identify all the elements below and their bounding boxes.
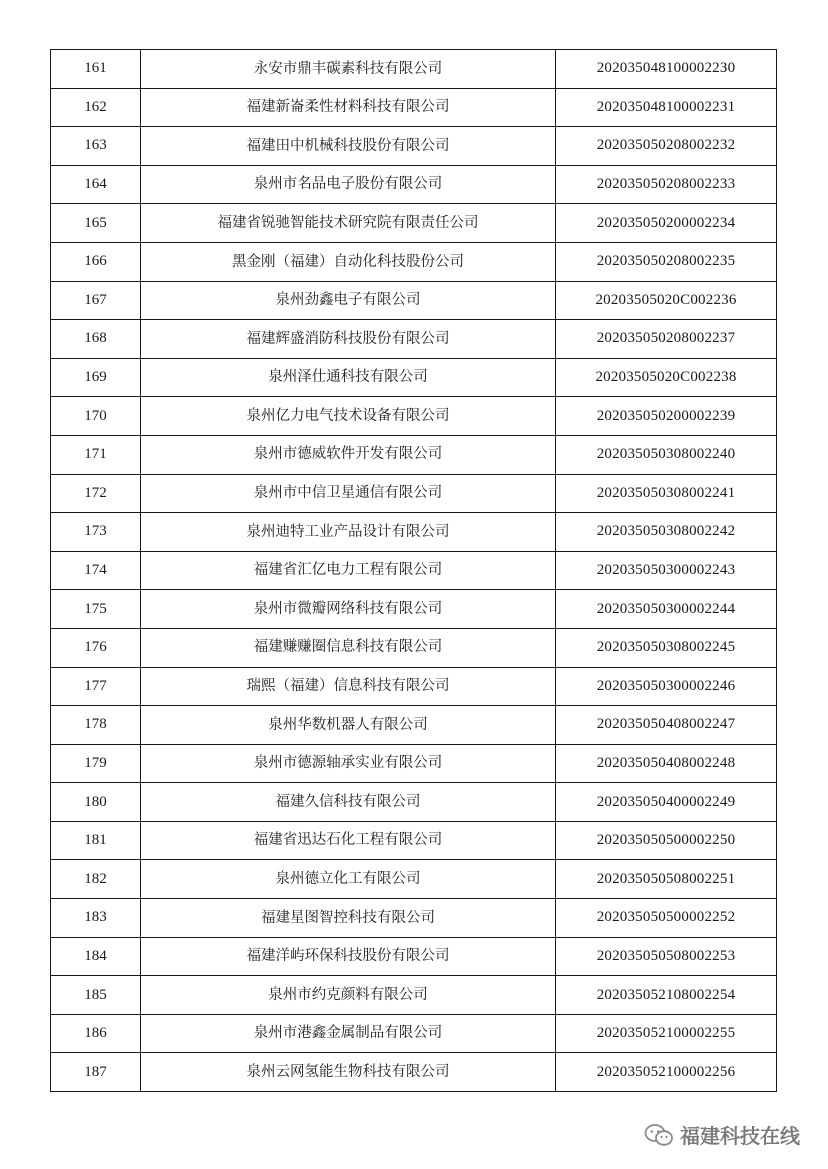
table-row <box>51 706 777 745</box>
row-number-cell: 180 <box>51 783 141 822</box>
row-number-cell: 164 <box>51 165 141 204</box>
registration-code-cell: 202035050308002240 <box>556 435 777 474</box>
registration-code-cell: 202035050308002241 <box>556 474 777 513</box>
registration-code-cell: 202035052108002254 <box>556 976 777 1015</box>
row-number-cell: 186 <box>51 1014 141 1053</box>
company-name-cell: 泉州市名品电子股份有限公司 <box>141 165 556 204</box>
registration-code-cell: 202035050508002251 <box>556 860 777 899</box>
table-row <box>51 783 777 822</box>
row-number-cell: 171 <box>51 435 141 474</box>
company-name-cell: 黑金刚（福建）自动化科技股份公司 <box>141 242 556 281</box>
registration-code-cell: 202035050200002234 <box>556 204 777 243</box>
table-row <box>51 628 777 667</box>
table-row <box>51 204 777 243</box>
row-number-cell: 175 <box>51 590 141 629</box>
registration-code-cell: 202035050508002253 <box>556 937 777 976</box>
table-row <box>51 242 777 281</box>
company-list-table-wrapper <box>50 49 776 1092</box>
company-list-table <box>50 49 777 1092</box>
company-name-cell: 泉州亿力电气技术设备有限公司 <box>141 397 556 436</box>
registration-code-cell: 202035052100002255 <box>556 1014 777 1053</box>
registration-code-cell: 202035050208002237 <box>556 320 777 359</box>
registration-code-cell: 202035048100002231 <box>556 88 777 127</box>
company-name-cell: 永安市鼎丰碳素科技有限公司 <box>141 50 556 89</box>
row-number-cell: 170 <box>51 397 141 436</box>
registration-code-cell: 202035050308002245 <box>556 628 777 667</box>
table-row <box>51 127 777 166</box>
company-name-cell: 泉州泽仕通科技有限公司 <box>141 358 556 397</box>
registration-code-cell: 202035050408002248 <box>556 744 777 783</box>
row-number-cell: 161 <box>51 50 141 89</box>
table-row <box>51 474 777 513</box>
table-row <box>51 821 777 860</box>
company-name-cell: 福建辉盛消防科技股份有限公司 <box>141 320 556 359</box>
registration-code-cell: 202035050500002250 <box>556 821 777 860</box>
registration-code-cell: 202035050208002233 <box>556 165 777 204</box>
registration-code-cell: 202035050208002232 <box>556 127 777 166</box>
table-row <box>51 397 777 436</box>
row-number-cell: 178 <box>51 706 141 745</box>
row-number-cell: 185 <box>51 976 141 1015</box>
row-number-cell: 179 <box>51 744 141 783</box>
table-row <box>51 551 777 590</box>
table-row <box>51 513 777 552</box>
company-name-cell: 福建省迅达石化工程有限公司 <box>141 821 556 860</box>
registration-code-cell: 202035050300002244 <box>556 590 777 629</box>
row-number-cell: 162 <box>51 88 141 127</box>
registration-code-cell: 202035050308002242 <box>556 513 777 552</box>
company-name-cell: 泉州市中信卫星通信有限公司 <box>141 474 556 513</box>
registration-code-cell: 202035050300002243 <box>556 551 777 590</box>
table-row <box>51 358 777 397</box>
table-row <box>51 976 777 1015</box>
row-number-cell: 172 <box>51 474 141 513</box>
row-number-cell: 177 <box>51 667 141 706</box>
company-name-cell: 福建新崙柔性材料科技有限公司 <box>141 88 556 127</box>
registration-code-cell: 202035050208002235 <box>556 242 777 281</box>
company-name-cell: 泉州市德源轴承实业有限公司 <box>141 744 556 783</box>
row-number-cell: 181 <box>51 821 141 860</box>
company-name-cell: 泉州市港鑫金属制品有限公司 <box>141 1014 556 1053</box>
company-name-cell: 泉州市德威软件开发有限公司 <box>141 435 556 474</box>
table-row <box>51 281 777 320</box>
table-row <box>51 1053 777 1092</box>
registration-code-cell: 2020350481000022З0 <box>556 50 777 89</box>
company-name-cell: 福建星图智控科技有限公司 <box>141 899 556 938</box>
table-row <box>51 165 777 204</box>
row-number-cell: 169 <box>51 358 141 397</box>
company-name-cell: 福建洋屿环保科技股份有限公司 <box>141 937 556 976</box>
table-row <box>51 320 777 359</box>
row-number-cell: 167 <box>51 281 141 320</box>
company-name-cell: 泉州迪特工业产品设计有限公司 <box>141 513 556 552</box>
row-number-cell: 187 <box>51 1053 141 1092</box>
table-body <box>51 50 777 1092</box>
company-name-cell: 福建省锐驰智能技术研究院有限责任公司 <box>141 204 556 243</box>
registration-code-cell: 202035050500002252 <box>556 899 777 938</box>
table-row <box>51 435 777 474</box>
company-name-cell: 泉州云网氢能生物科技有限公司 <box>141 1053 556 1092</box>
table-row <box>51 899 777 938</box>
row-number-cell: 183 <box>51 899 141 938</box>
company-name-cell: 瑞熙（福建）信息科技有限公司 <box>141 667 556 706</box>
table-row <box>51 590 777 629</box>
registration-code-cell: 202035050300002246 <box>556 667 777 706</box>
wechat-watermark <box>644 1120 800 1149</box>
company-name-cell: 福建赚赚圈信息科技有限公司 <box>141 628 556 667</box>
row-number-cell: 168 <box>51 320 141 359</box>
row-number-cell: 173 <box>51 513 141 552</box>
row-number-cell: 174 <box>51 551 141 590</box>
registration-code-cell: 20203505020C002238 <box>556 358 777 397</box>
company-name-cell: 福建久信科技有限公司 <box>141 783 556 822</box>
row-number-cell: 166 <box>51 242 141 281</box>
table-row <box>51 860 777 899</box>
table-row <box>51 937 777 976</box>
company-name-cell: 泉州德立化工有限公司 <box>141 860 556 899</box>
registration-code-cell: 202035052100002256 <box>556 1053 777 1092</box>
company-name-cell: 泉州华数机器人有限公司 <box>141 706 556 745</box>
company-name-cell: 福建田中机械科技股份有限公司 <box>141 127 556 166</box>
company-name-cell: 泉州市约克颜料有限公司 <box>141 976 556 1015</box>
wechat-icon <box>644 1123 674 1147</box>
registration-code-cell: 202035050400002249 <box>556 783 777 822</box>
company-name-cell: 泉州劲鑫电子有限公司 <box>141 281 556 320</box>
row-number-cell: 163 <box>51 127 141 166</box>
table-row <box>51 50 777 89</box>
row-number-cell: 165 <box>51 204 141 243</box>
registration-code-cell: 20203505020C002236 <box>556 281 777 320</box>
table-row <box>51 1014 777 1053</box>
row-number-cell: 182 <box>51 860 141 899</box>
registration-code-cell: 202035050200002239 <box>556 397 777 436</box>
company-name-cell: 福建省汇亿电力工程有限公司 <box>141 551 556 590</box>
row-number-cell: 176 <box>51 628 141 667</box>
row-number-cell: 184 <box>51 937 141 976</box>
watermark-text: 福建科技在线 <box>680 1124 800 1148</box>
table-row <box>51 744 777 783</box>
table-row <box>51 667 777 706</box>
table-row <box>51 88 777 127</box>
registration-code-cell: 202035050408002247 <box>556 706 777 745</box>
company-name-cell: 泉州市微瓣网络科技有限公司 <box>141 590 556 629</box>
